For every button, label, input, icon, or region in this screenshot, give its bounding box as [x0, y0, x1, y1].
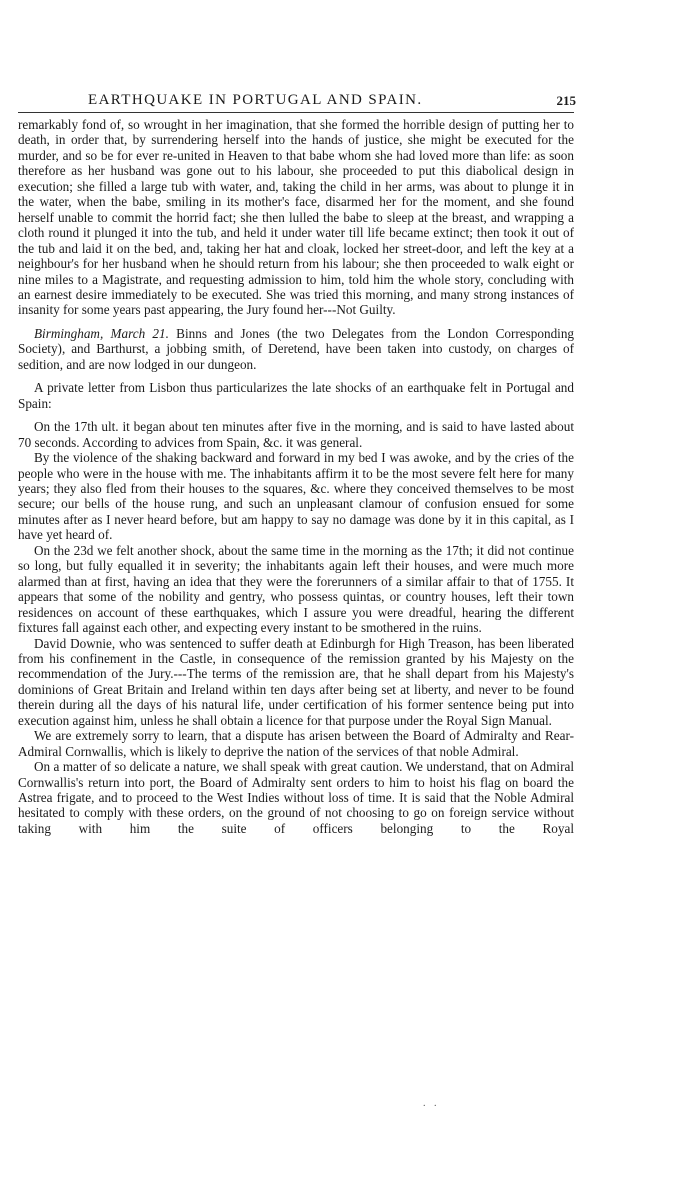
paragraph-birmingham-arrests — [18, 326, 574, 372]
paragraph-shaking-description: By the violence of the shaking backward and forward in my bed I was awoke, and by the cries of the people who were in the house with me. The inhabitants affirm it to be the most severe felt here for many years; they also fled from their houses to the squares, &c. where they conceived themselves to be most secure; our bells of the house rung, and such an unpleasant clamour of confusion ensued for some minutes after as I never heard before, but am happy to say no damage was done by it in this capital, as I have yet heard of. — [18, 450, 574, 543]
paragraph-cornwallis-orders: On a matter of so delicate a nature, we shall speak with great caution. We understand, that on Admiral Cornwallis's return into port, the Board of Admiralty sent orders to him to hoist his flag on board the Astrea frigate, and to proceed to the West Indies without loss of time. It is said that the Noble Admiral hesitated to comply with these orders, on the ground of not choosing to go on foreign service without taking with him the suite of officers belonging to the Royal — [18, 759, 574, 836]
paragraph-second-shock: On the 23d we felt another shock, about the same time in the morning as the 17th; it did not continue so long, but fully equalled it in severity; the inhabitants again left their houses, and were much more alarmed than at first, having an idea that they were the forerunners of a similar affair to that of 1755. It appears that some of the nobility and gentry, who possess quintas, or country houses, left their town residences on account of these earthquakes, which I assure you were dreadful, hearing the different fixtures fall against each other, and expecting every instant to be smothered in the ruins. — [18, 542, 574, 636]
paragraph-first-shock: On the 17th ult. it began about ten minutes after five in the morning, and is said to have lasted about 70 seconds. According to advices from Spain, &c. it was general. — [18, 419, 574, 450]
document-page — [18, 90, 574, 836]
paragraph-birmingham-text: Binns and Jones (the two Delegates from the London Corresponding Society), and Barthurst, a jobbing smith, of Deretend, have been taken into custody, on charges of sedition, and are now lodged in our dungeon. — [18, 325, 575, 372]
dateline: Birmingham, March 21. — [34, 325, 169, 341]
footer-mark: . . — [423, 1098, 440, 1109]
paragraph-lisbon-letter-intro: A private letter from Lisbon thus particularizes the late shocks of an earthquake felt in Portugal and Spain: — [18, 380, 574, 411]
running-head — [18, 90, 574, 113]
paragraph-infanticide-story: remarkably fond of, so wrought in her imagination, that she formed the horrible design of putting her to death, in order that, by surrendering herself into the hands of justice, she might be executed for the murder, and so be for ever re-united in Heaven to that babe whom she had loved more than life: as soon therefore as her husband was gone out to his labour, she proceeded to put this diabolical design in execution; she filled a large tub with water, and, taking the child in her arms, was about to plunge it in the water, when the babe, smiling in its mother's face, disarmed her for the moment, and she found herself unable to commit the horrid fact; she then lulled the babe to sleep at the breast, and wrapping a cloth round it plunged it into the tub, and held it under water till life became extinct; then took it out of the tub and laid it on the bed, and, taking her hat and cloak, locked her street-door, and left the key at a neighbour's for her husband when he should return from his labour; she then proceeded to walk eight or nine miles to a Magistrate, and requesting admission to him, told him the whole story, concluding with an earnest desire immediately to be executed. She was tried this morning, and many strong instances of insanity for some years past appearing, the Jury found her---Not Guilty. — [18, 117, 574, 318]
paragraph-admiralty-dispute: We are extremely sorry to learn, that a dispute has arisen between the Board of Admiralty and Rear-Admiral Cornwallis, which is likely to deprive the nation of the services of that noble Admiral. — [18, 728, 574, 759]
paragraph-david-downie: David Downie, who was sentenced to suffer death at Edinburgh for High Treason, has been liberated from his confinement in the Castle, in consequence of the remission granted by his Majesty on the recommendation of the Jury.---The terms of the remission are, that he shall depart from his Majesty's dominions of Great Britain and Ireland within ten days after being set at liberty, and never to be found therein during all the days of his natural life, under certification of his former sentence being put into execution against him, unless he shall obtain a licence for that purpose under the Royal Sign Manual. — [18, 635, 574, 728]
running-title: EARTHQUAKE IN PORTUGAL AND SPAIN. — [88, 92, 423, 108]
page-number: 215 — [556, 93, 576, 108]
